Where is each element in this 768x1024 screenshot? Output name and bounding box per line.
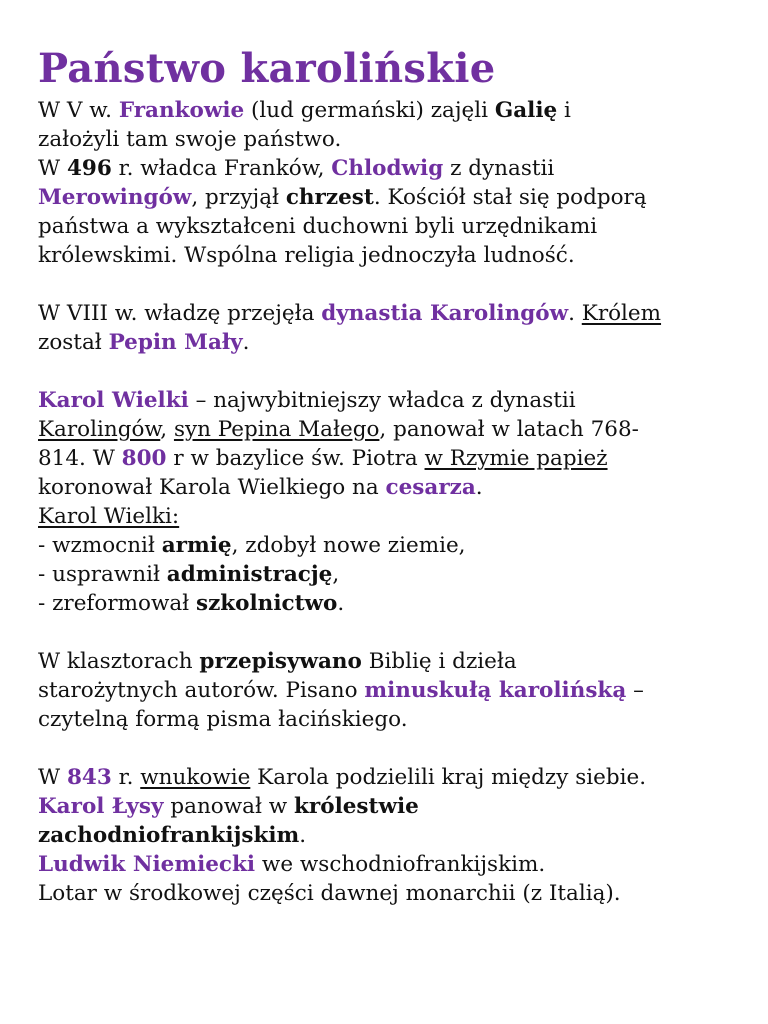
text-run: starożytnych autorów. Pisano [38, 678, 365, 703]
term-zachodniofrankijskim: zachodniofrankijskim [38, 823, 300, 848]
text-run: . Kościół stał się podporą [373, 185, 647, 210]
text-line [38, 444, 748, 473]
text-run: . [337, 591, 345, 616]
list-item [38, 589, 748, 618]
text-run: – [626, 678, 644, 703]
underlined-wnukowie: wnukowie [140, 765, 251, 790]
term-dynastia-karolingow: dynastia Karolingów [321, 301, 569, 326]
text-line: Lotar w środkowej części dawnej monarchii (z Italią). [38, 881, 621, 906]
text-line [38, 299, 748, 328]
text-run: panował w [163, 794, 295, 819]
text-run: - usprawnił [38, 562, 167, 587]
text-run: W VIII w. władzę przejęła [38, 301, 322, 326]
term-szkolnictwo: szkolnictwo [195, 591, 338, 616]
term-minuskula-karolinska: minuskułą karolińską [364, 678, 627, 703]
text-line: państwa a wykształceni duchowni byli urzędnikami [38, 214, 598, 239]
underlined-karolingow: Karolingów [38, 417, 161, 442]
text-run: . [242, 330, 250, 355]
text-run: r. [111, 765, 141, 790]
list-item [38, 560, 748, 589]
text-line [38, 473, 748, 502]
term-karol-wielki: Karol Wielki [38, 388, 189, 413]
term-krolestwie: królestwie [294, 794, 419, 819]
text-line: założyli tam swoje państwo. [38, 127, 342, 152]
text-run: 814. W [38, 446, 122, 471]
text-run: . [568, 301, 582, 326]
text-line [38, 821, 748, 850]
text-run: W [38, 765, 67, 790]
text-run: i [557, 98, 571, 123]
text-line [38, 850, 748, 879]
term-armie: armię [161, 533, 232, 558]
text-line [38, 183, 748, 212]
text-run: , zdobył nowe ziemie, [231, 533, 466, 558]
paragraph-klasztory [38, 647, 748, 734]
text-run: r. władca Franków, [111, 156, 332, 181]
text-run: - wzmocnił [38, 533, 162, 558]
list-heading: Karol Wielki: [38, 504, 180, 529]
term-chlodwig: Chlodwig [331, 156, 444, 181]
text-line: królewskimi. Wspólna religia jednoczyła ludność. [38, 243, 575, 268]
term-frankowie: Frankowie [118, 98, 245, 123]
underlined-syn-pepina: syn Pepina Małego [173, 417, 380, 442]
text-line [38, 328, 748, 357]
text-run: Karola podzielili kraj między siebie. [250, 765, 647, 790]
text-run: , [332, 562, 340, 587]
term-administracje: administrację [166, 562, 333, 587]
paragraph-franks [38, 96, 748, 270]
term-karol-lysy: Karol Łysy [38, 794, 164, 819]
text-run: został [38, 330, 109, 355]
text-line [38, 154, 748, 183]
text-run: W V w. [38, 98, 119, 123]
text-run: , [160, 417, 174, 442]
text-run: Biblię i dzieła [361, 649, 517, 674]
text-line [38, 792, 748, 821]
year-496: 496 [66, 156, 112, 181]
text-line [38, 415, 748, 444]
paragraph-karolingowie [38, 299, 748, 357]
text-run: . [299, 823, 307, 848]
text-run: W [38, 156, 67, 181]
text-line: czytelną formą pisma łacińskiego. [38, 707, 408, 732]
text-run: we wschodniofrankijskim. [255, 852, 546, 877]
term-chrzest: chrzest [285, 185, 374, 210]
paragraph-karol-wielki [38, 386, 748, 618]
text-run: , panował w latach 768- [379, 417, 639, 442]
text-run: koronował Karola Wielkiego na [38, 475, 386, 500]
text-line [38, 647, 748, 676]
text-line [38, 763, 748, 792]
term-ludwik-niemiecki: Ludwik Niemiecki [38, 852, 256, 877]
term-galie: Galię [494, 98, 558, 123]
term-pepin-maly: Pepin Mały [108, 330, 243, 355]
text-run: r w bazylice św. Piotra [166, 446, 425, 471]
text-run: z dynastii [443, 156, 555, 181]
year-800: 800 [121, 446, 167, 471]
text-line [38, 386, 748, 415]
term-cesarza: cesarza [385, 475, 476, 500]
page-title: Państwo karolińskie [38, 45, 496, 92]
year-843: 843 [66, 765, 112, 790]
text-run: - zreformował [38, 591, 196, 616]
text-line [38, 676, 748, 705]
text-run: (lud germański) zajęli [244, 98, 495, 123]
text-run: – najwybitniejszy władca z dynastii [188, 388, 576, 413]
text-run: W klasztorach [38, 649, 200, 674]
underlined-krolem: Królem [581, 301, 662, 326]
document-page [38, 44, 748, 908]
text-run: , przyjął [191, 185, 286, 210]
list-item [38, 531, 748, 560]
underlined-rzym-papiez: w Rzymie papież [424, 446, 608, 471]
term-przepisywano: przepisywano [199, 649, 362, 674]
term-merowingow: Merowingów [38, 185, 192, 210]
text-run: . [475, 475, 483, 500]
paragraph-podzial [38, 763, 748, 908]
text-line [38, 96, 748, 125]
